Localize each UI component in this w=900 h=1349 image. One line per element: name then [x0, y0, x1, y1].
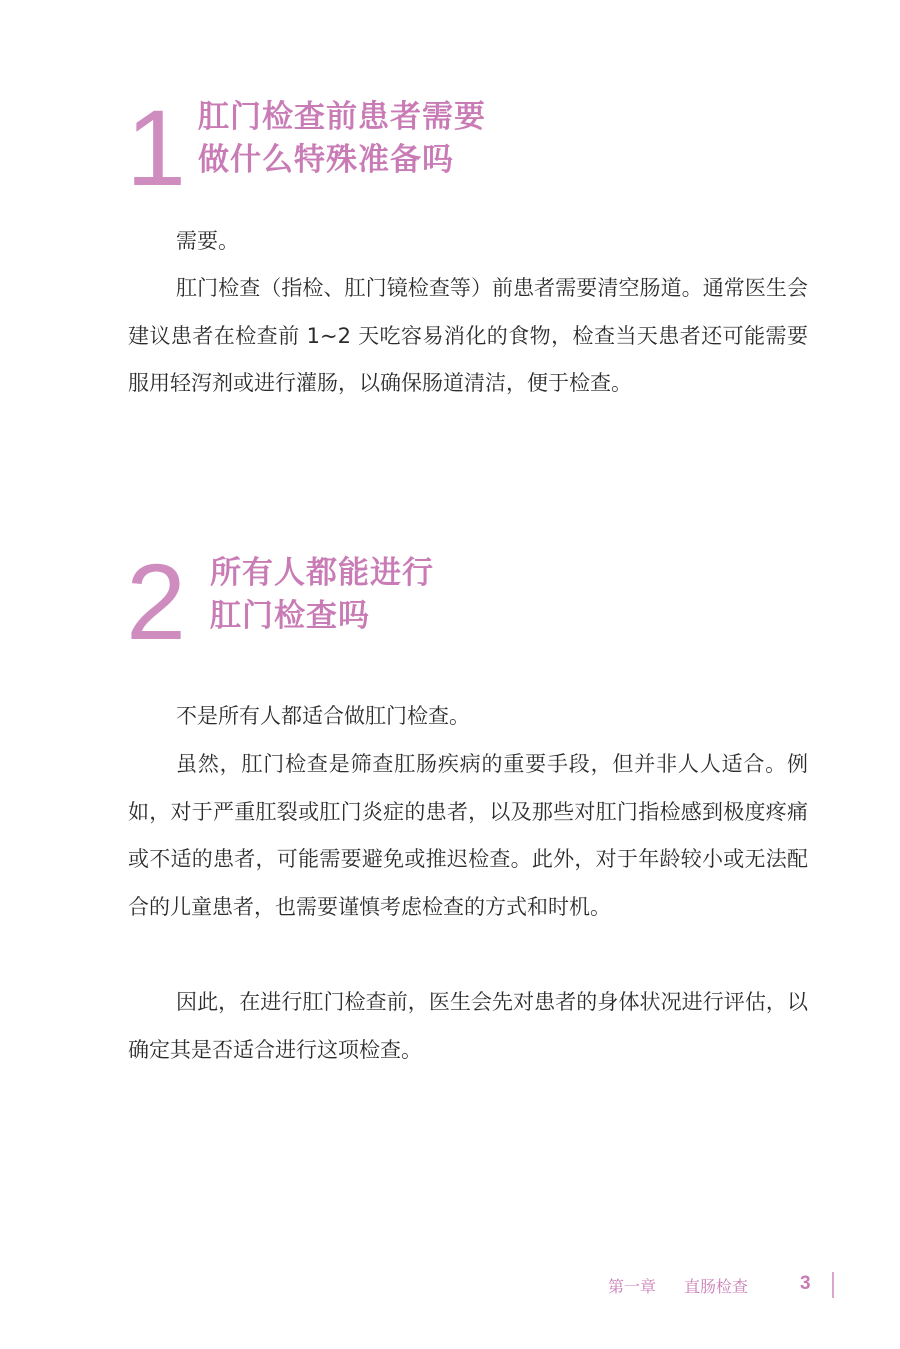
paragraph: 因此，在进行肛门检查前，医生会先对患者的身体状况进行评估，以确定其是否适合进行这项检查。: [128, 990, 808, 1062]
footer-chapter-title: 直肠检查: [684, 1277, 749, 1296]
section-title-line-2: 肛门检查吗: [210, 598, 370, 634]
section-title-line-1: 所有人都能进行: [210, 555, 434, 591]
footer-chapter: 第一章: [608, 1277, 657, 1296]
section-title-line-2: 做什么特殊准备吗: [198, 142, 454, 178]
section-number: 2: [126, 541, 187, 662]
paragraph: 虽然，肛门检查是筛查肛肠疾病的重要手段，但并非人人适合。例如，对于严重肛裂或肛门炎症的患者，以及那些对肛门指检感到极度疼痛或不适的患者，可能需要避免或推迟检查。此外，对于年龄较小或无法配合的儿童患者，也需要谨慎考虑检查的方式和时机。: [128, 752, 808, 919]
section-number: 1: [126, 87, 187, 208]
section-title-line-1: 肛门检查前患者需要: [198, 99, 486, 135]
page-number: 3: [800, 1273, 811, 1294]
paragraph: 肛门检查（指检、肛门镜检查等）前患者需要清空肠道。通常医生会建议患者在检查前 1~2 天吃容易消化的食物，检查当天患者还可能需要服用轻泻剂或进行灌肠，以确保肠道清洁，便于检查。: [128, 276, 808, 395]
footer-divider: [832, 1272, 834, 1298]
paragraph: 不是所有人都适合做肛门检查。: [176, 704, 470, 728]
paragraph: 需要。: [176, 229, 239, 253]
